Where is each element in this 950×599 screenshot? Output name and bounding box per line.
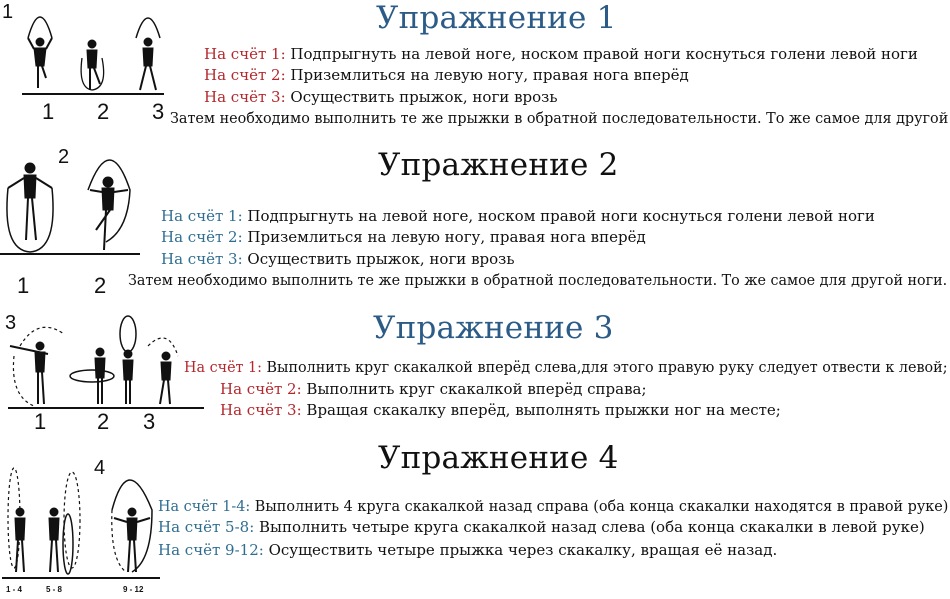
exercise-2-figure-label: 1 (17, 273, 30, 298)
step-count-label: На счёт 3: (220, 401, 302, 419)
exercise-2-step (161, 228, 646, 246)
step-count-label: На счёт 3: (204, 88, 286, 106)
exercise-3-step (220, 380, 647, 398)
exercise-4-number: 4 (94, 457, 106, 479)
step-text: Приземлиться на левую ногу, правая нога вперёд (242, 228, 646, 246)
exercise-1-step (204, 88, 558, 106)
step-count-label: На счёт 1: (184, 358, 262, 376)
exercise-1-number: 1 (2, 1, 14, 23)
exercise-1-figure-label: 2 (97, 99, 110, 124)
exercise-4-figure-label: 5 - 8 (46, 585, 63, 594)
exercise-3-number: 3 (5, 312, 17, 334)
step-count-label: На счёт 9-12: (158, 541, 264, 559)
step-count-label: На счёт 2: (204, 66, 286, 84)
exercise-1-step (204, 66, 689, 84)
step-count-label: На счёт 3: (161, 250, 243, 268)
step-text: Подпрыгнуть на левой ноге, носком правой ноги коснуться голени левой ноги (285, 45, 918, 63)
exercise-3-step (220, 401, 781, 419)
exercise-4-step (158, 518, 925, 536)
exercise-3-figure-label: 3 (143, 409, 156, 434)
exercise-1-title: Упражнение 1 (376, 0, 617, 36)
exercise-1-step (204, 45, 918, 63)
step-count-label: На счёт 1: (204, 45, 286, 63)
step-text: Выполнить четыре круга скакалкой назад слева (оба конца скакалки в левой руке) (254, 518, 925, 536)
exercise-2-step (161, 250, 515, 268)
step-text: Вращая скакалку вперёд, выполнять прыжки ног на месте; (301, 401, 781, 419)
exercise-4-figure-label: 1 - 4 (6, 585, 23, 594)
exercise-2-figure-label: 2 (94, 273, 107, 298)
step-count-label: На счёт 2: (161, 228, 243, 246)
step-text: Осуществить прыжок, ноги врозь (242, 250, 515, 268)
exercise-4-illustration (2, 460, 162, 582)
exercise-3-figure-label: 2 (97, 409, 110, 434)
step-text: Выполнить 4 круга скакалкой назад справа (оба конца скакалки находятся в правой руке) (250, 497, 949, 515)
step-count-label: На счёт 5-8: (158, 518, 255, 536)
exercise-2-step (161, 207, 875, 225)
exercise-1-illustration (18, 8, 168, 104)
exercise-1-note: Затем необходимо выполнить те же прыжки в обратной последовательности. То же самое для другой (170, 109, 949, 127)
step-count-label: На счёт 2: (220, 380, 302, 398)
exercise-4-figure-label: 9 - 12 (123, 585, 144, 594)
step-count-label: На счёт 1-4: (158, 497, 251, 515)
step-text: Приземлиться на левую ногу, правая нога вперёд (285, 66, 689, 84)
step-text: Подпрыгнуть на левой ноге, носком правой ноги коснуться голени левой ноги (242, 207, 875, 225)
step-text: Осуществить четыре прыжка через скакалку, вращая её назад. (263, 541, 778, 559)
exercise-4-step (158, 541, 777, 559)
exercise-3-illustration (8, 316, 208, 412)
step-text: Выполнить круг скакалкой вперёд справа; (301, 380, 647, 398)
exercise-3-title: Упражнение 3 (373, 310, 614, 346)
step-text: Осуществить прыжок, ноги врозь (285, 88, 558, 106)
exercise-1-figure-label: 1 (42, 99, 55, 124)
exercise-2-illustration (0, 150, 145, 262)
exercise-2-title: Упражнение 2 (378, 147, 619, 183)
exercise-2-note: Затем необходимо выполнить те же прыжки в обратной последовательности. То же самое для другой ноги. (128, 271, 948, 289)
exercise-4-step (158, 497, 948, 515)
exercise-1-figure-label: 3 (152, 99, 165, 124)
step-count-label: На счёт 1: (161, 207, 243, 225)
step-text: Выполнить круг скакалкой вперёд слева,для этого правую руку следует отвести к левой; (261, 358, 948, 376)
exercise-3-figure-label: 1 (34, 409, 47, 434)
exercise-3-step (184, 358, 948, 376)
exercise-4-title: Упражнение 4 (378, 440, 619, 476)
exercise-2-number: 2 (58, 146, 70, 168)
